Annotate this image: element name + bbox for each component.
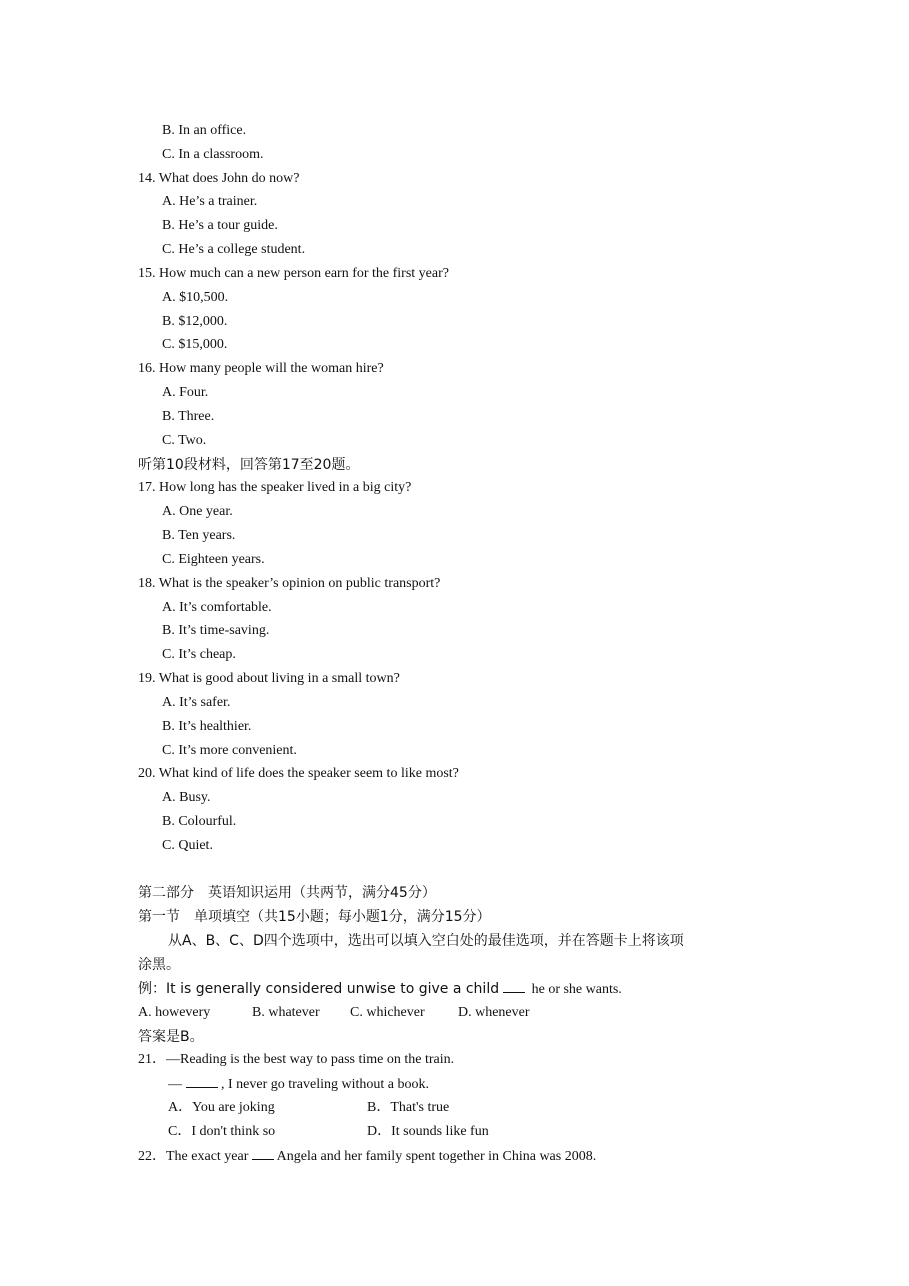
q16-option-c: C. Two.	[162, 433, 207, 448]
q17-option-b: B. Ten years.	[162, 528, 236, 543]
q18-stem: 18. What is the speaker’s opinion on public transport?	[138, 576, 441, 591]
section-one-title: 第一节 单项填空（共15小题；每小题1分，满分15分）	[138, 909, 491, 925]
q18-option-a: A. It’s comfortable.	[162, 600, 272, 615]
q13-option-b: B. In an office.	[162, 123, 247, 138]
example-option-b: B. whatever	[252, 1005, 320, 1020]
q21-option-c: C．I don't think so	[168, 1124, 276, 1139]
q15-stem: 15. How much can a new person earn for the first year?	[138, 266, 449, 281]
q21-reply	[168, 1075, 429, 1094]
example-prefix: 例：It is generally considered unwise to give a child	[138, 981, 500, 997]
example-option-c: C. whichever	[350, 1005, 425, 1020]
q14-option-a: A. He’s a trainer.	[162, 194, 258, 209]
q21-option-b: B．That's true	[367, 1100, 450, 1115]
q22-blank	[252, 1147, 274, 1160]
example-option-a: A. howevery	[138, 1005, 211, 1020]
example-blank	[503, 980, 525, 993]
q21-stem: 21．—Reading is the best way to pass time on the train.	[138, 1052, 455, 1067]
q18-option-c: C. It’s cheap.	[162, 647, 236, 662]
instructions-line-1: 从A、B、C、D四个选项中，选出可以填入空白处的最佳选项，并在答题卡上将该项	[168, 933, 684, 949]
q20-option-a: A. Busy.	[162, 790, 211, 805]
example-suffix: he or she wants.	[531, 982, 622, 997]
q13-option-c: C. In a classroom.	[162, 147, 264, 162]
instructions-line-2: 涂黑。	[138, 957, 180, 973]
q16-option-a: A. Four.	[162, 385, 209, 400]
part-two-title: 第二部分 英语知识运用（共两节，满分45分）	[138, 885, 436, 901]
q20-option-b: B. Colourful.	[162, 814, 237, 829]
q17-option-c: C. Eighteen years.	[162, 552, 265, 567]
q21-option-a: A．You are joking	[168, 1100, 275, 1115]
q19-option-b: B. It’s healthier.	[162, 719, 252, 734]
q22-prefix: 22．The exact year	[138, 1149, 249, 1164]
q19-stem: 19. What is good about living in a small town?	[138, 671, 400, 686]
q20-option-c: C. Quiet.	[162, 838, 213, 853]
q14-option-b: B. He’s a tour guide.	[162, 218, 278, 233]
q17-option-a: A. One year.	[162, 504, 233, 519]
q15-option-b: B. $12,000.	[162, 314, 228, 329]
q17-stem: 17. How long has the speaker lived in a big city?	[138, 480, 412, 495]
q15-option-c: C. $15,000.	[162, 337, 228, 352]
q19-option-a: A. It’s safer.	[162, 695, 231, 710]
q14-option-c: C. He’s a college student.	[162, 242, 306, 257]
q20-stem: 20. What kind of life does the speaker seem to like most?	[138, 766, 459, 781]
q16-stem: 16. How many people will the woman hire?	[138, 361, 384, 376]
q21-option-d: D．It sounds like fun	[367, 1124, 489, 1139]
section-10-heading: 听第10段材料，回答第17至20题。	[138, 457, 360, 473]
q16-option-b: B. Three.	[162, 409, 215, 424]
q19-option-c: C. It’s more convenient.	[162, 743, 297, 758]
example-sentence	[138, 980, 622, 999]
q21-reply-dash: —	[168, 1077, 182, 1092]
example-answer: 答案是B。	[138, 1029, 204, 1045]
example-option-d: D. whenever	[458, 1005, 530, 1020]
q15-option-a: A. $10,500.	[162, 290, 229, 305]
q14-stem: 14. What does John do now?	[138, 171, 300, 186]
q18-option-b: B. It’s time-saving.	[162, 623, 270, 638]
q22-suffix: Angela and her family spent together in China was 2008.	[276, 1149, 597, 1164]
q21-reply-rest: , I never go traveling without a book.	[221, 1077, 430, 1092]
q21-blank	[186, 1075, 218, 1088]
q22-stem	[138, 1147, 596, 1166]
